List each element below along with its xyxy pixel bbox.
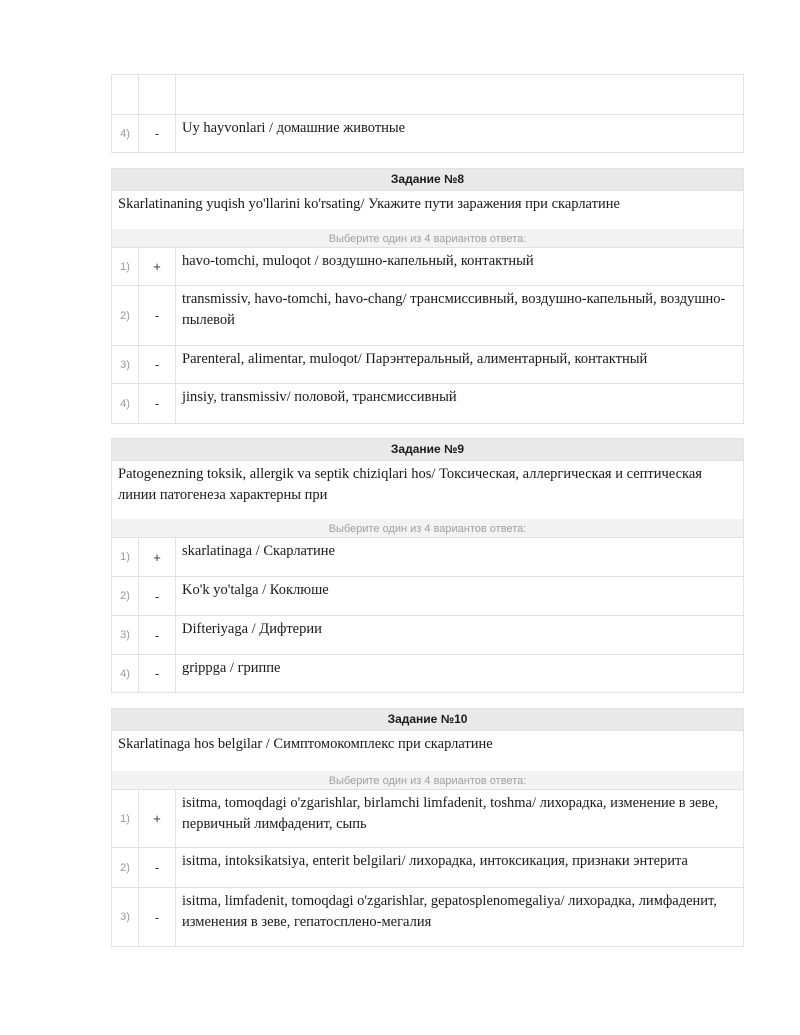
answer-text: isitma, intoksikatsiya, enterit belgilari/ лихорадка, интоксикация, признаки энтерита bbox=[176, 848, 744, 888]
answer-hint: Выберите один из 4 вариантов ответа: bbox=[111, 771, 744, 789]
answer-text: isitma, tomoqdagi o'zgarishlar, birlamchi limfadenit, toshma/ лихорадка, изменение в зеве, первичный лимфаденит, сыпь bbox=[176, 790, 744, 848]
answer-text: skarlatinaga / Скарлатине bbox=[176, 538, 744, 577]
answer-number: 1) bbox=[112, 248, 139, 286]
answer-text: Difteriyaga / Дифтерии bbox=[176, 616, 744, 655]
answer-mark: + bbox=[139, 538, 176, 577]
answer-text: Parenteral, alimentar, muloqot/ Парэнтеральный, алиментарный, контактный bbox=[176, 346, 744, 384]
task-title: Задание №8 bbox=[111, 168, 744, 191]
task-9 bbox=[111, 438, 744, 693]
answer-text: isitma, limfadenit, tomoqdagi o'zgarishlar, gepatosplenomegaliya/ лихорадка, лимфаденит, изменения в зеве, гепатосплено-мегалия bbox=[176, 888, 744, 947]
answer-row bbox=[112, 115, 744, 153]
answer-mark: - bbox=[139, 577, 176, 616]
question-text: Skarlatinaga hos belgilar / Симптомокомплекс при скарлатине bbox=[111, 731, 744, 771]
answer-mark: + bbox=[139, 248, 176, 286]
answer-number: 2) bbox=[112, 848, 139, 888]
answer-row bbox=[112, 538, 744, 577]
answer-number: 1) bbox=[112, 790, 139, 848]
answer-mark: - bbox=[139, 384, 176, 424]
answer-mark: - bbox=[139, 616, 176, 655]
answer-row bbox=[112, 616, 744, 655]
answer-row bbox=[112, 655, 744, 693]
answer-row bbox=[112, 888, 744, 947]
answer-mark: - bbox=[139, 655, 176, 693]
answer-mark: + bbox=[139, 790, 176, 848]
answer-row bbox=[112, 790, 744, 848]
answer-text: jinsiy, transmissiv/ половой, трансмиссивный bbox=[176, 384, 744, 424]
answer-number: 3) bbox=[112, 616, 139, 655]
task-8 bbox=[111, 168, 744, 424]
task-10 bbox=[111, 708, 744, 947]
task-title: Задание №10 bbox=[111, 708, 744, 731]
answer-row bbox=[112, 248, 744, 286]
answer-number: 1) bbox=[112, 538, 139, 577]
answer-row bbox=[112, 848, 744, 888]
answer-text: Uy hayvonlari / домашние животные bbox=[176, 115, 744, 153]
answer-mark: - bbox=[139, 848, 176, 888]
answer-text: Ko'k yo'talga / Коклюше bbox=[176, 577, 744, 616]
answer-number: 4) bbox=[112, 655, 139, 693]
question-text: Skarlatinaning yuqish yo'llarini ko'rsating/ Укажите пути заражения при скарлатине bbox=[111, 191, 744, 229]
answer-number: 2) bbox=[112, 286, 139, 346]
answer-text: transmissiv, havo-tomchi, havo-chang/ трансмиссивный, воздушно-капельный, воздушно- пылевой bbox=[176, 286, 744, 346]
answer-number: 4) bbox=[112, 115, 139, 153]
answer-hint: Выберите один из 4 вариантов ответа: bbox=[111, 229, 744, 247]
answer-text: havo-tomchi, muloqot / воздушно-капельный, контактный bbox=[176, 248, 744, 286]
answer-number: 3) bbox=[112, 346, 139, 384]
answer-hint: Выберите один из 4 вариантов ответа: bbox=[111, 519, 744, 537]
answer-mark: - bbox=[139, 346, 176, 384]
question-text: Patogenezning toksik, allergik va septik chiziqlari hos/ Токсическая, аллергическая и септическая линии патогенеза характерны при bbox=[111, 461, 744, 519]
answer-mark: - bbox=[139, 115, 176, 153]
answer-row-blank bbox=[112, 75, 744, 115]
task-title: Задание №9 bbox=[111, 438, 744, 461]
answer-row bbox=[112, 577, 744, 616]
answer-row bbox=[112, 286, 744, 346]
answer-mark: - bbox=[139, 888, 176, 947]
answer-text: grippga / гриппе bbox=[176, 655, 744, 693]
answer-number: 2) bbox=[112, 577, 139, 616]
task-7-fragment bbox=[111, 74, 744, 153]
answer-number: 3) bbox=[112, 888, 139, 947]
answer-row bbox=[112, 384, 744, 424]
answer-number: 4) bbox=[112, 384, 139, 424]
answer-mark: - bbox=[139, 286, 176, 346]
answer-row bbox=[112, 346, 744, 384]
